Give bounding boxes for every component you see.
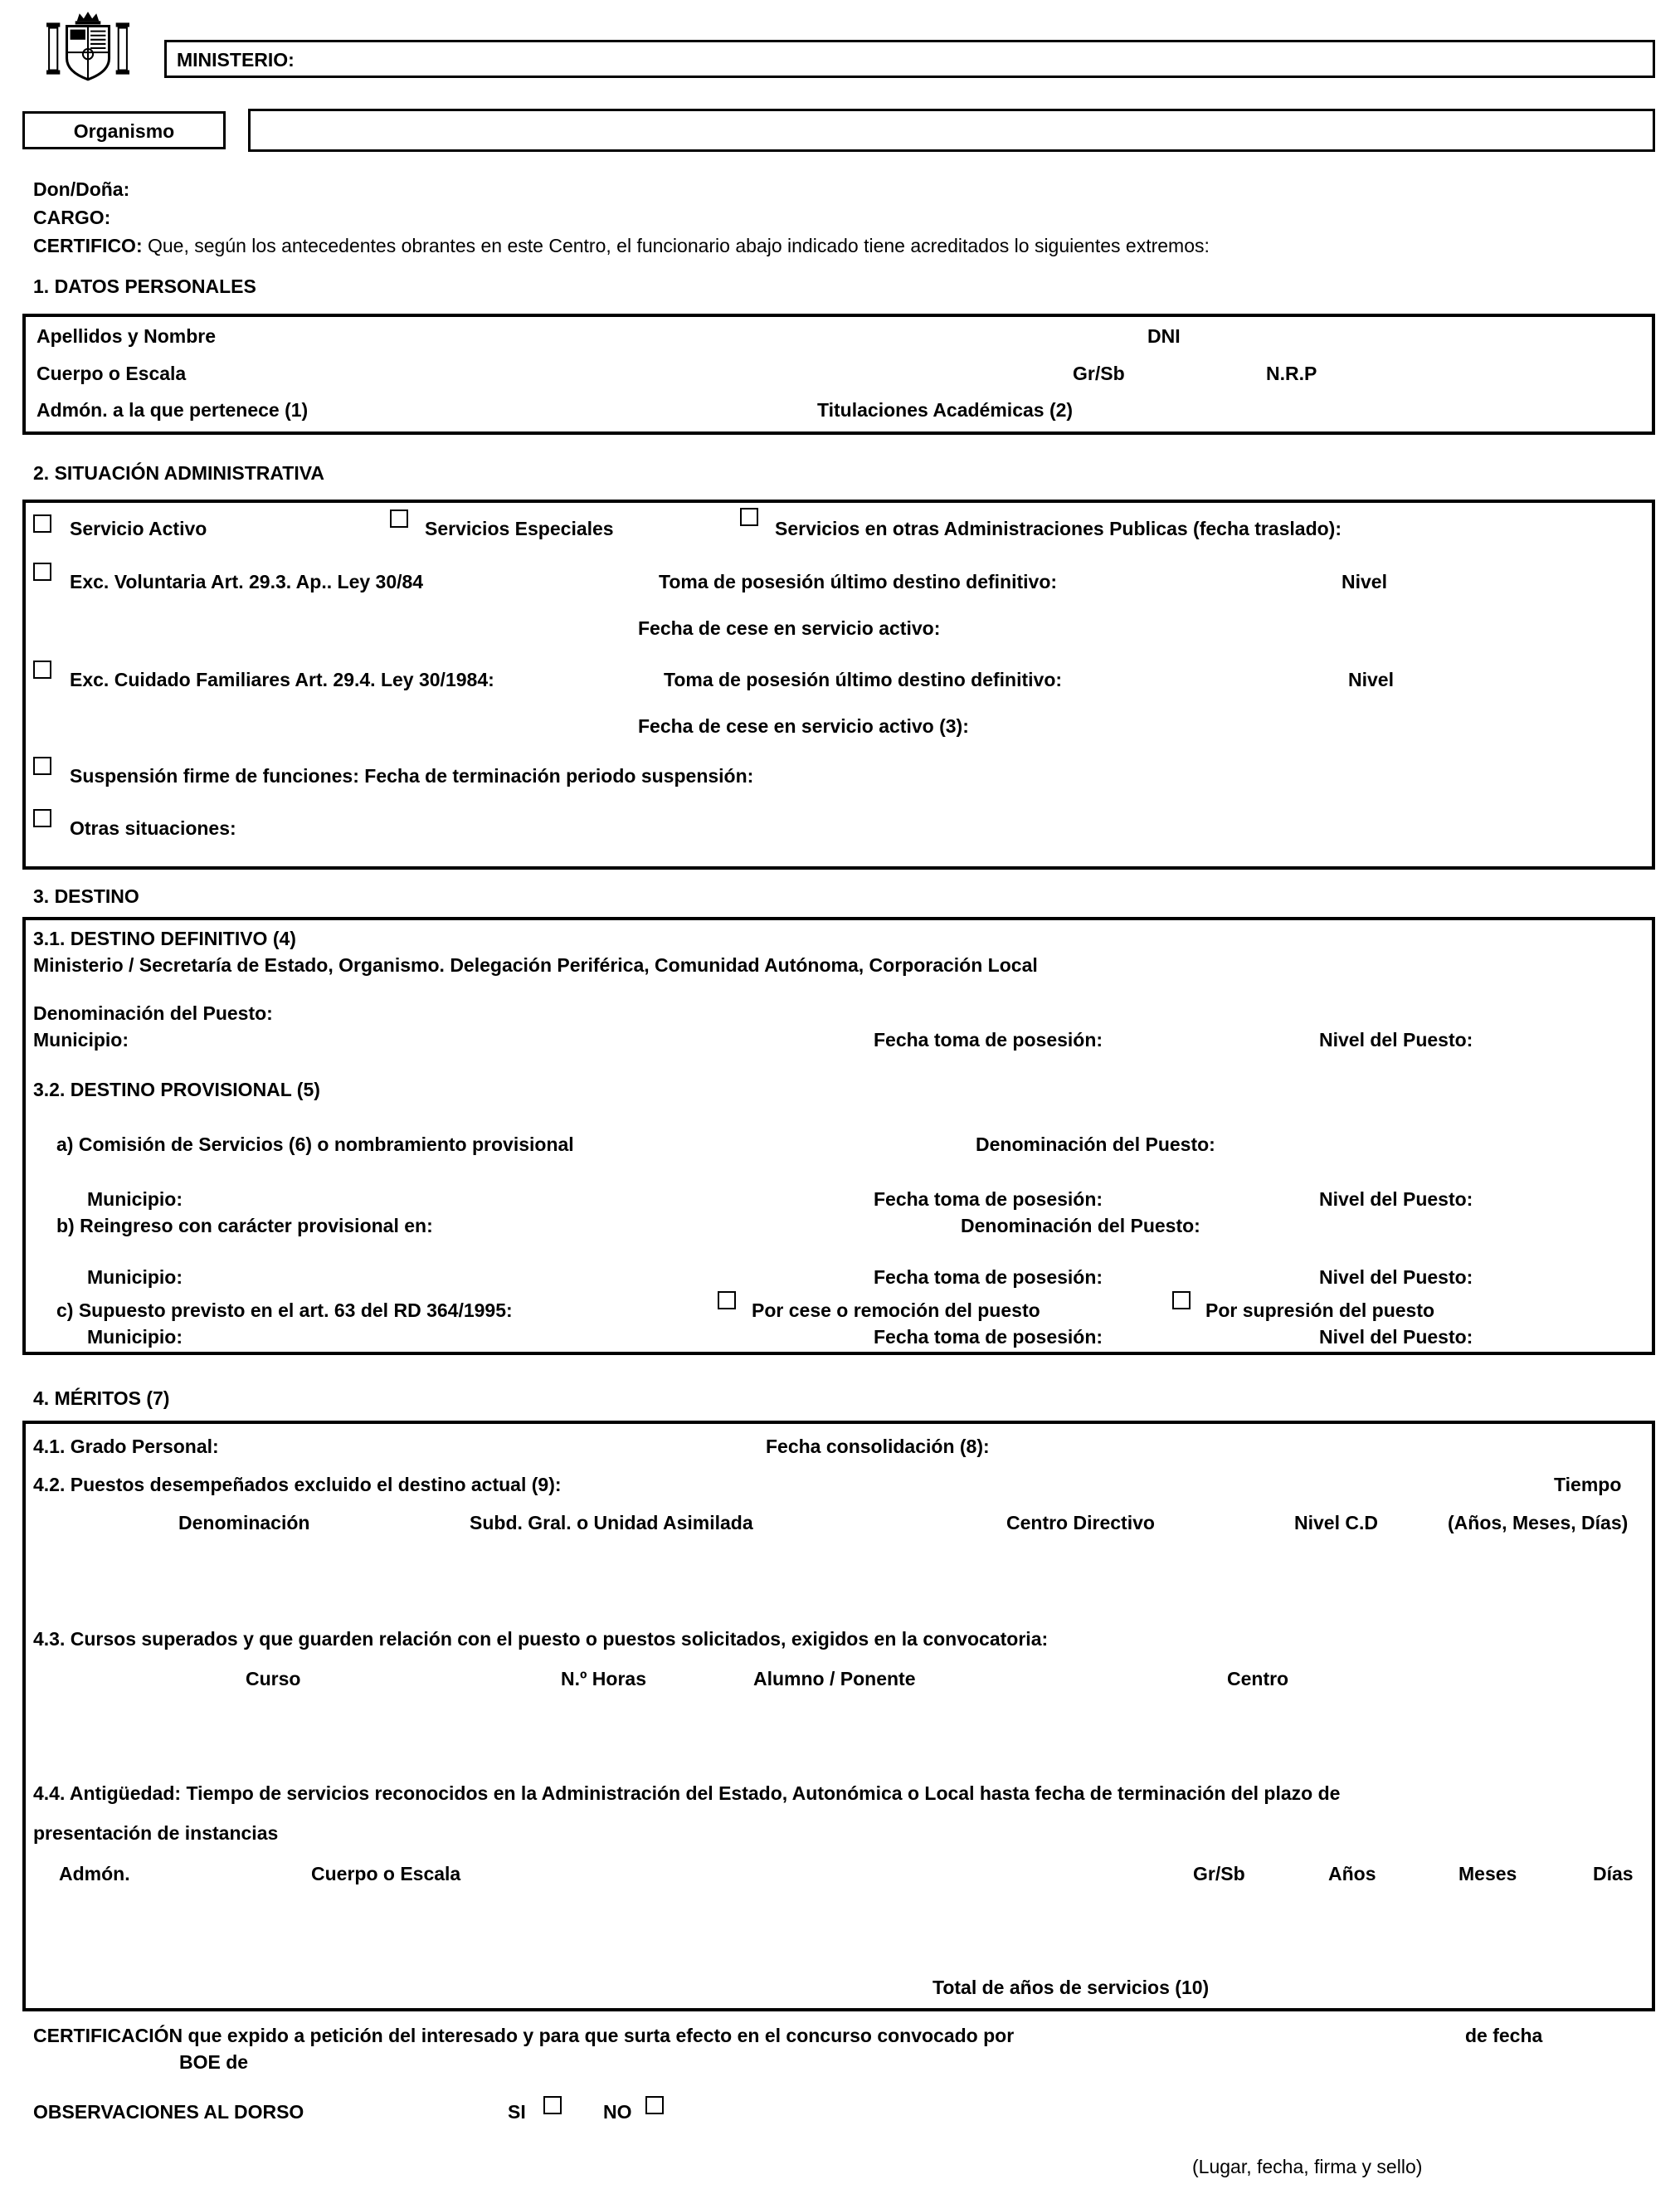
observaciones-label: OBSERVACIONES AL DORSO: [33, 2101, 304, 2123]
checkbox-otras-situaciones[interactable]: [33, 809, 51, 827]
col-anos: Años: [1328, 1863, 1376, 1884]
col-denominacion: Denominación: [178, 1512, 310, 1533]
lugar-firma-label: (Lugar, fecha, firma y sello): [1192, 2156, 1423, 2177]
por-cese-label: Por cese o remoción del puesto: [752, 1299, 1040, 1321]
si-label: SI: [508, 2101, 526, 2123]
no-label: NO: [603, 2101, 632, 2123]
col-admon: Admón.: [59, 1863, 130, 1884]
toma-posesion-label-1: Toma de posesión último destino definitivo:: [659, 571, 1058, 592]
certificacion-label: CERTIFICACIÓN que expido a petición del interesado y para que surta efecto en el concurso convocado por: [33, 2025, 1015, 2046]
col-cuerpo-escala: Cuerpo o Escala: [311, 1863, 461, 1884]
checkbox-exc-voluntaria[interactable]: [33, 563, 51, 581]
checkbox-por-cese[interactable]: [718, 1291, 736, 1309]
col-horas: N.º Horas: [561, 1668, 646, 1689]
cuerpo-escala-label: Cuerpo o Escala: [37, 363, 187, 384]
col-subd-gral: Subd. Gral. o Unidad Asimilada: [470, 1512, 753, 1533]
checkbox-exc-cuidado[interactable]: [33, 661, 51, 679]
otras-situaciones-label: Otras situaciones:: [70, 817, 236, 839]
dni-label: DNI: [1147, 325, 1181, 347]
tiempo-label: Tiempo: [1554, 1474, 1622, 1495]
de-fecha-label: de fecha: [1465, 2025, 1543, 2046]
puestos-desempenados-label: 4.2. Puestos desempeñados excluido el destino actual (9):: [33, 1474, 562, 1495]
cargo-label: CARGO:: [33, 207, 111, 228]
total-servicios-label: Total de años de servicios (10): [933, 1977, 1210, 1998]
por-supresion-label: Por supresión del puesto: [1205, 1299, 1435, 1321]
denominacion-puesto-label-3: Denominación del Puesto:: [961, 1215, 1200, 1236]
col-nivel-cd: Nivel C.D: [1294, 1512, 1378, 1533]
col-centro-directivo: Centro Directivo: [1006, 1512, 1155, 1533]
denominacion-puesto-label-2: Denominación del Puesto:: [976, 1134, 1215, 1155]
nivel-puesto-label-1: Nivel del Puesto:: [1319, 1029, 1473, 1051]
grado-personal-label: 4.1. Grado Personal:: [33, 1436, 219, 1457]
section3-title: 3. DESTINO: [33, 885, 139, 907]
nrp-label: N.R.P: [1266, 363, 1317, 384]
nivel-label-2: Nivel: [1348, 669, 1394, 690]
col-centro: Centro: [1227, 1668, 1289, 1689]
fecha-toma-label-3: Fecha toma de posesión:: [874, 1266, 1103, 1288]
don-dona-label: Don/Doña:: [33, 178, 130, 200]
apellidos-nombre-label: Apellidos y Nombre: [37, 325, 216, 347]
checkbox-por-supresion[interactable]: [1172, 1291, 1191, 1309]
antiguedad-line2: presentación de instancias: [33, 1822, 279, 1844]
col-dias: Días: [1593, 1863, 1634, 1884]
certifico-line: [33, 235, 1210, 257]
fecha-toma-label-1: Fecha toma de posesión:: [874, 1029, 1103, 1051]
admon-pertenece-label: Admón. a la que pertenece (1): [37, 399, 309, 421]
organismo-input[interactable]: [248, 109, 1655, 152]
destino-definitivo-subtitle: Ministerio / Secretaría de Estado, Organismo. Delegación Periférica, Comunidad Autónoma, Corporación Local: [33, 954, 1038, 976]
col-grsb: Gr/Sb: [1193, 1863, 1245, 1884]
checkbox-suspension[interactable]: [33, 757, 51, 775]
servicio-activo-label: Servicio Activo: [70, 518, 207, 539]
checkbox-si[interactable]: [543, 2096, 562, 2114]
section2-title: 2. SITUACIÓN ADMINISTRATIVA: [33, 462, 324, 484]
item-c-label: c) Supuesto previsto en el art. 63 del RD 364/1995:: [56, 1299, 513, 1321]
municipio-label-4: Municipio:: [87, 1326, 183, 1348]
organismo-label-box: [22, 111, 226, 149]
grsb-label: Gr/Sb: [1073, 363, 1125, 384]
servicios-otras-label: Servicios en otras Administraciones Publicas (fecha traslado):: [775, 518, 1342, 539]
nivel-puesto-label-4: Nivel del Puesto:: [1319, 1326, 1473, 1348]
fecha-cese-label-1: Fecha de cese en servicio activo:: [638, 617, 941, 639]
titulaciones-label: Titulaciones Académicas (2): [817, 399, 1074, 421]
fecha-toma-label-4: Fecha toma de posesión:: [874, 1326, 1103, 1348]
item-a-label: a) Comisión de Servicios (6) o nombramiento provisional: [56, 1134, 574, 1155]
boe-de-label: BOE de: [179, 2051, 249, 2073]
item-b-label: b) Reingreso con carácter provisional en:: [56, 1215, 433, 1236]
servicios-especiales-label: Servicios Especiales: [425, 518, 614, 539]
municipio-label-1: Municipio:: [33, 1029, 129, 1051]
certifico-text: Que, según los antecedentes obrantes en este Centro, el funcionario abajo indicado tiene acreditados lo siguientes extremos:: [148, 235, 1210, 256]
col-alumno-ponente: Alumno / Ponente: [753, 1668, 916, 1689]
nivel-puesto-label-2: Nivel del Puesto:: [1319, 1188, 1473, 1210]
coat-of-arms-icon: [46, 8, 130, 86]
municipio-label-2: Municipio:: [87, 1188, 183, 1210]
ministerio-field[interactable]: [164, 40, 1655, 78]
section1-title: 1. DATOS PERSONALES: [33, 275, 256, 297]
section4-box: [22, 1421, 1655, 2011]
certifico-label: CERTIFICO:: [33, 235, 143, 256]
nivel-label-1: Nivel: [1342, 571, 1387, 592]
cursos-label: 4.3. Cursos superados y que guarden relación con el puesto o puestos solicitados, exigidos en la convocatoria:: [33, 1628, 1049, 1650]
checkbox-no[interactable]: [645, 2096, 664, 2114]
fecha-toma-label-2: Fecha toma de posesión:: [874, 1188, 1103, 1210]
denominacion-puesto-label-1: Denominación del Puesto:: [33, 1002, 273, 1024]
ministerio-label: MINISTERIO:: [177, 49, 295, 71]
suspension-label: Suspensión firme de funciones: Fecha de terminación periodo suspensión:: [70, 765, 754, 787]
exc-cuidado-label: Exc. Cuidado Familiares Art. 29.4. Ley 30/1984:: [70, 669, 494, 690]
exc-voluntaria-label: Exc. Voluntaria Art. 29.3. Ap.. Ley 30/84: [70, 571, 424, 592]
col-curso: Curso: [246, 1668, 301, 1689]
fecha-cese-3-label: Fecha de cese en servicio activo (3):: [638, 715, 969, 737]
checkbox-servicio-activo[interactable]: [33, 514, 51, 533]
organismo-label: Organismo: [73, 120, 175, 142]
destino-provisional-title: 3.2. DESTINO PROVISIONAL (5): [33, 1079, 320, 1100]
toma-posesion-label-2: Toma de posesión último destino definitivo:: [664, 669, 1063, 690]
municipio-label-3: Municipio:: [87, 1266, 183, 1288]
checkbox-servicios-otras[interactable]: [740, 508, 758, 526]
destino-definitivo-title: 3.1. DESTINO DEFINITIVO (4): [33, 928, 296, 949]
col-meses: Meses: [1458, 1863, 1517, 1884]
antiguedad-line1: 4.4. Antigüedad: Tiempo de servicios reconocidos en la Administración del Estado, Autonómica o Local hasta fecha de terminación del plazo de: [33, 1782, 1341, 1804]
fecha-consolidacion-label: Fecha consolidación (8):: [766, 1436, 990, 1457]
section4-title: 4. MÉRITOS (7): [33, 1387, 170, 1409]
nivel-puesto-label-3: Nivel del Puesto:: [1319, 1266, 1473, 1288]
checkbox-servicios-especiales[interactable]: [390, 509, 408, 528]
col-tiempo-unidades: (Años, Meses, Días): [1448, 1512, 1629, 1533]
